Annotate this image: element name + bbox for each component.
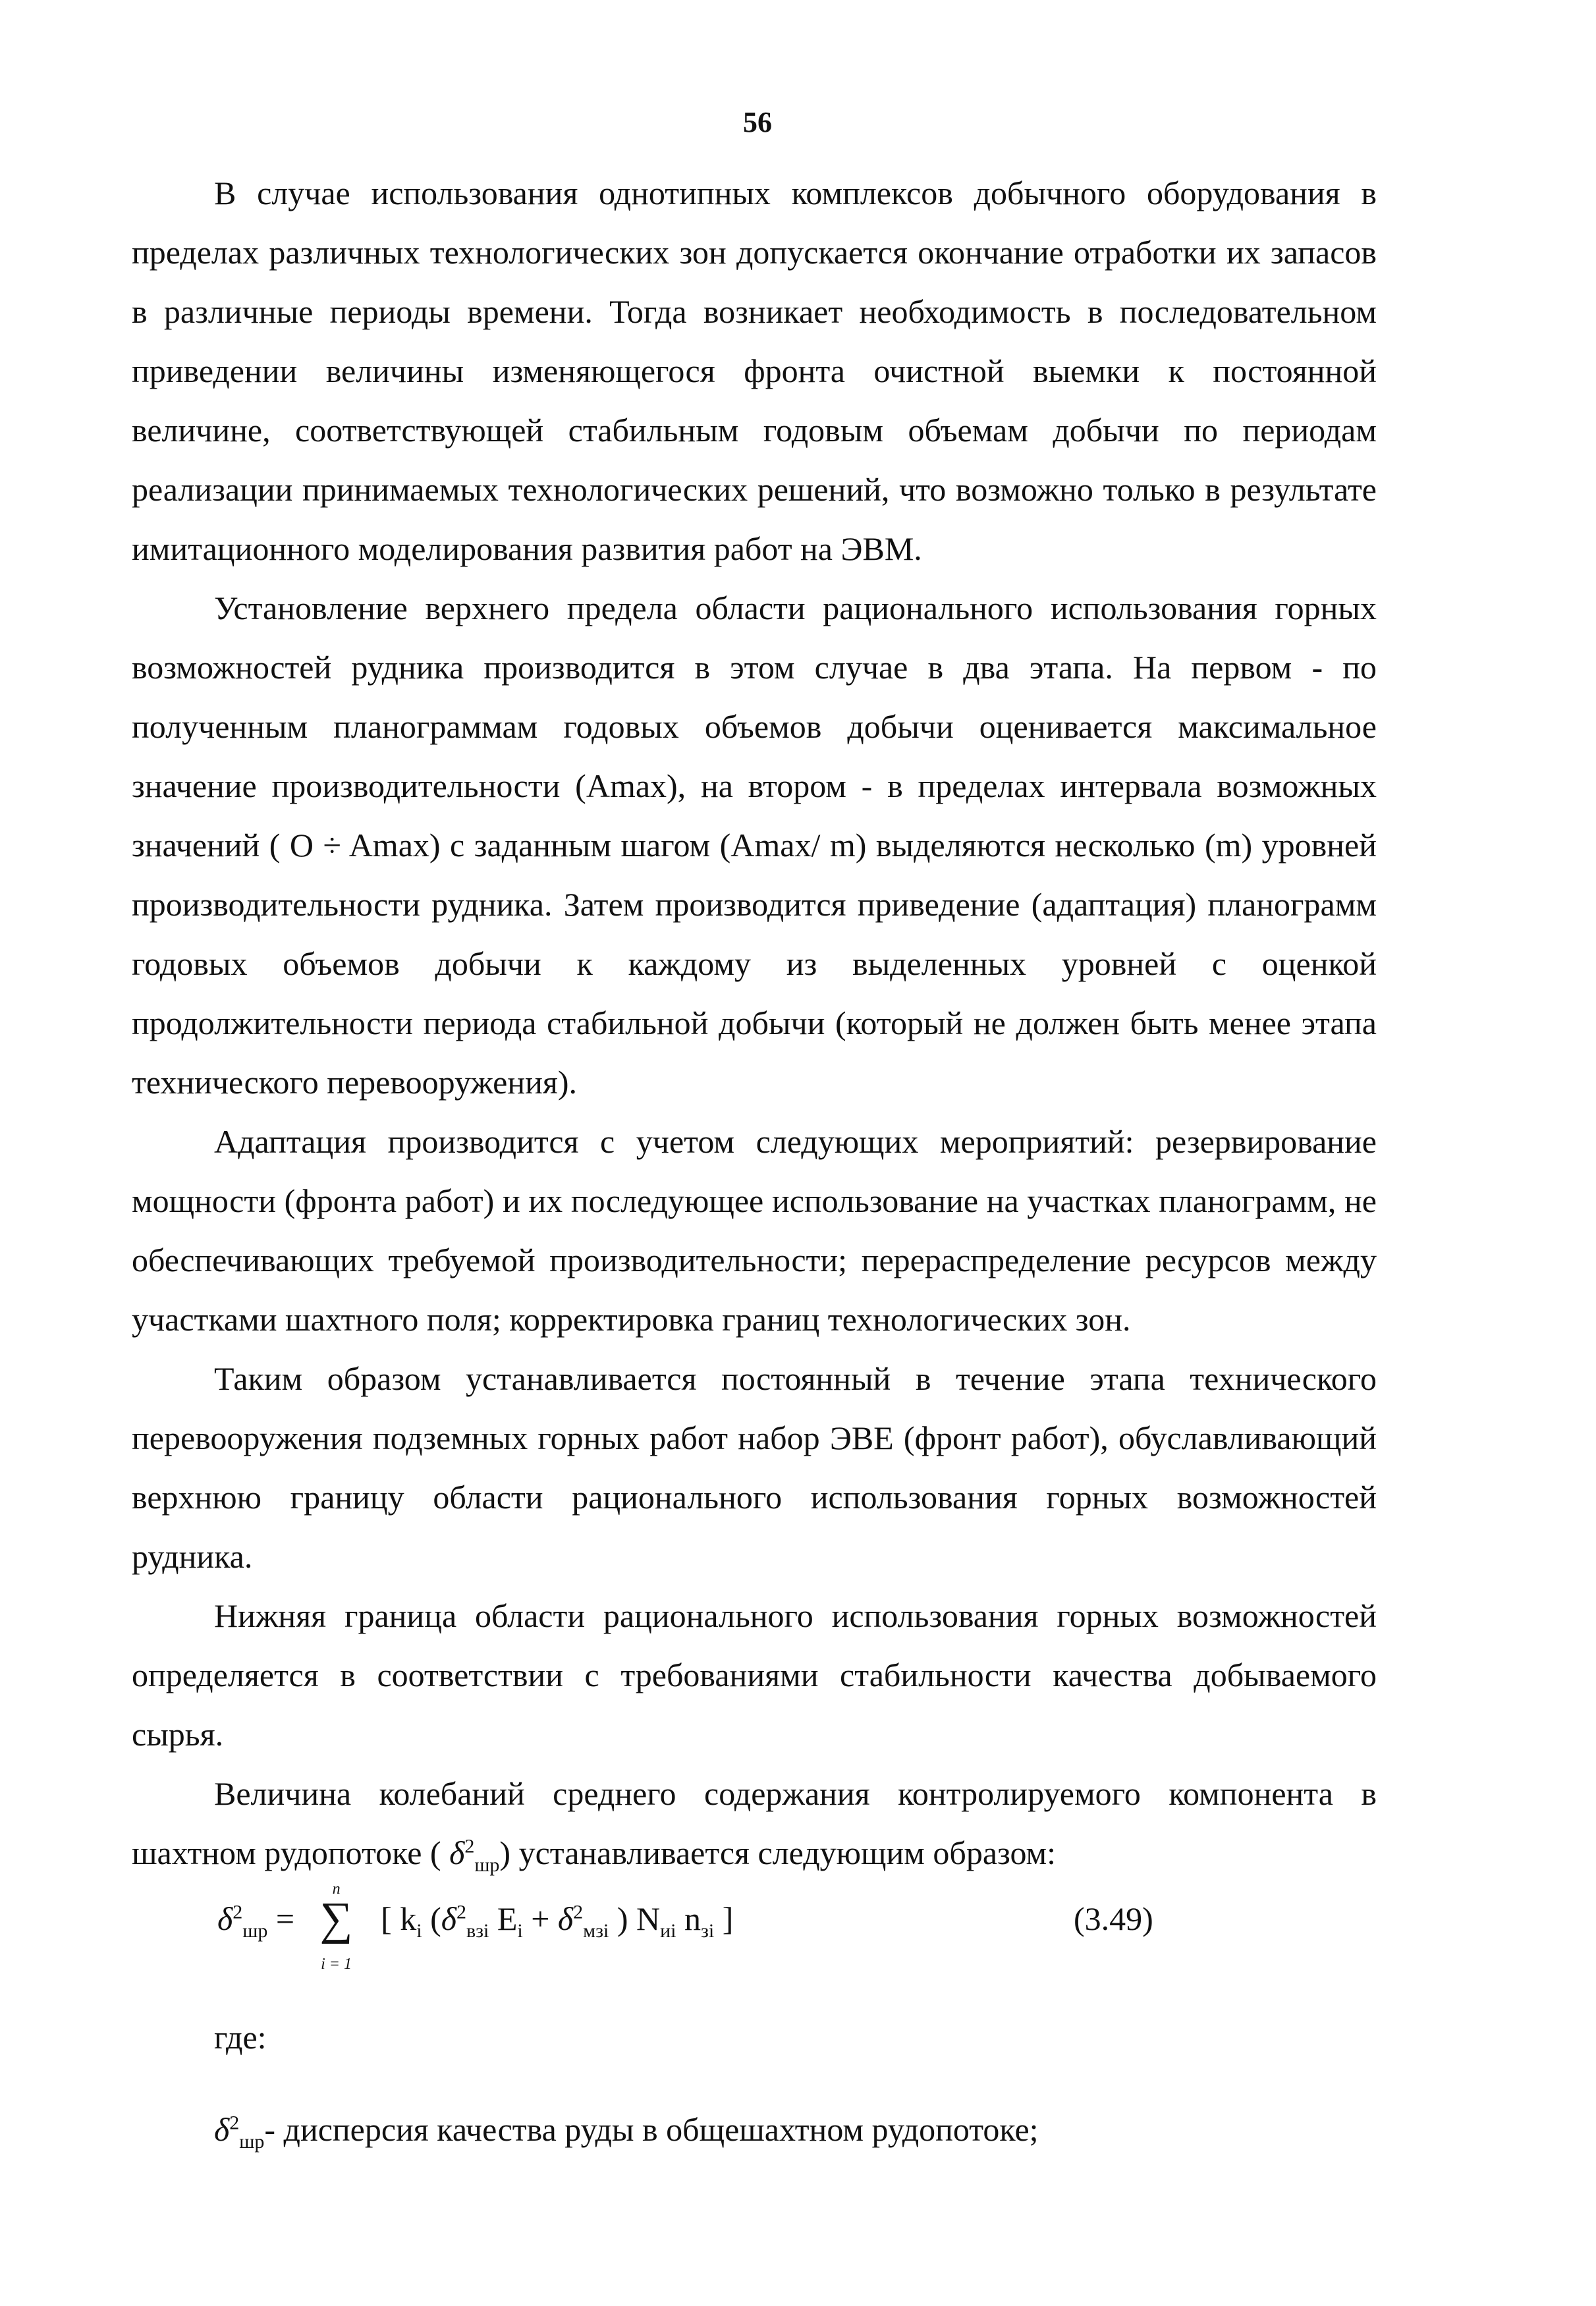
formula-paren-close: ): [617, 1900, 628, 1937]
paragraph-4: Таким образом устанавливается постоянный в течение этапа технического перевооружения подземных горных работ набор ЭВЕ (фронт работ), обуславливающий верхнюю границу области рационального использования горных возможностей рудника.: [132, 1360, 1377, 1575]
definition-text: - дисперсия качества руды в общешахтном рудопотоке;: [264, 2111, 1039, 2148]
formula-k: k: [400, 1900, 417, 1937]
formula-term1-sup: 2: [456, 1901, 466, 1923]
formula-term1-symbol: δ: [441, 1900, 456, 1937]
formula-lhs-sub: шр: [242, 1920, 268, 1942]
formula-term2-sup: 2: [573, 1901, 584, 1923]
sum-upper-limit: n: [332, 1880, 341, 1898]
formula-N-sub: иi: [660, 1920, 676, 1942]
definition-symbol: δ: [214, 2111, 230, 2148]
intro-text-after: ) устанавливается следующим образом:: [499, 1834, 1057, 1871]
formula-n-sub: зi: [701, 1920, 715, 1942]
formula-n: n: [684, 1900, 701, 1937]
intro-text-before: Величина колебаний среднего содержания контролируемого компонента в шахтном рудопотоке (: [132, 1775, 1377, 1871]
formula-N: N: [636, 1900, 661, 1937]
paragraph-2: Установление верхнего предела области рационального использования горных возможностей рудника производится в этом случае в два этапа. На первом - по полученным планограммам годовых объемов добычи оценивается максимальное значение производительности (Amax), на втором - в пределах интервала возможных значений ( O ÷ Amax) с заданным шагом (Amax/ m) выделяются несколько (m) уровней производительности рудника. Затем производится приведение (адаптация) планограмм годовых объемов добычи к каждому из выделенных уровней с оценкой продолжительности периода стабильной добычи (который не должен быть менее этапа технического перевооружения).: [132, 590, 1377, 1101]
sum-lower-limit: i = 1: [321, 1955, 352, 1973]
formula-equals: =: [275, 1900, 295, 1937]
formula-k-sub: i: [416, 1920, 422, 1942]
intro-delta-symbol: δ: [449, 1834, 465, 1871]
sum-symbol: ∑: [319, 1893, 353, 1944]
intro-delta-sup: 2: [464, 1835, 475, 1857]
paragraph-5: Нижняя граница области рационального использования горных возможностей определяется в соответствии с требованиями стабильности качества добываемого сырья.: [132, 1597, 1377, 1753]
formula-bracket-close: ]: [722, 1900, 734, 1937]
formula-sum: [314, 1880, 360, 1973]
page-number: 56: [743, 106, 772, 138]
formula-expression: [217, 1880, 734, 1973]
formula-E-sub: i: [517, 1920, 523, 1942]
document-body: [132, 163, 1377, 2192]
paragraph-1: В случае использования однотипных комплексов добычного оборудования в пределах различных технологических зон допускается окончание отработки их запасов в различные периоды времени. Тогда возникает необходимость в последовательном приведении величины изменяющегося фронта очистной выемки к постоянной величине, соответствующей стабильным годовым объемам добычи по периодам реализации принимаемых технологических решений, что возможно только в результате имитационного моделирования развития работ на ЭВМ.: [132, 175, 1377, 567]
formula-plus: +: [531, 1900, 550, 1937]
formula-term1-sub: взi: [466, 1920, 489, 1942]
intro-delta-sub: шр: [474, 1854, 500, 1876]
formula-term2-symbol: δ: [557, 1900, 574, 1937]
where-label: где:: [214, 2019, 267, 2056]
formula-lhs-sup: 2: [233, 1901, 243, 1923]
paragraph-3: Адаптация производится с учетом следующих мероприятий: резервирование мощности (фронта работ) и их последующее использование на участках планограмм, не обеспечивающих требуемой производительности; перераспределение ресурсов между участками шахтного поля; корректировка границ технологических зон.: [132, 1123, 1377, 1338]
paragraph-formula-intro: [132, 1764, 1377, 1882]
formula-paren-open: (: [430, 1900, 441, 1937]
formula-lhs-symbol: δ: [217, 1900, 233, 1937]
definition-sup: 2: [229, 2112, 240, 2134]
formula-term2-sub: мзi: [583, 1920, 609, 1942]
definition-item: [132, 2100, 1377, 2159]
formula-3-49: [132, 1882, 1377, 2008]
formula-number: (3.49): [1074, 1900, 1153, 1937]
formula-bracket-open: [: [381, 1900, 392, 1937]
definition-sub: шр: [239, 2131, 265, 2153]
formula-E: E: [497, 1900, 518, 1937]
